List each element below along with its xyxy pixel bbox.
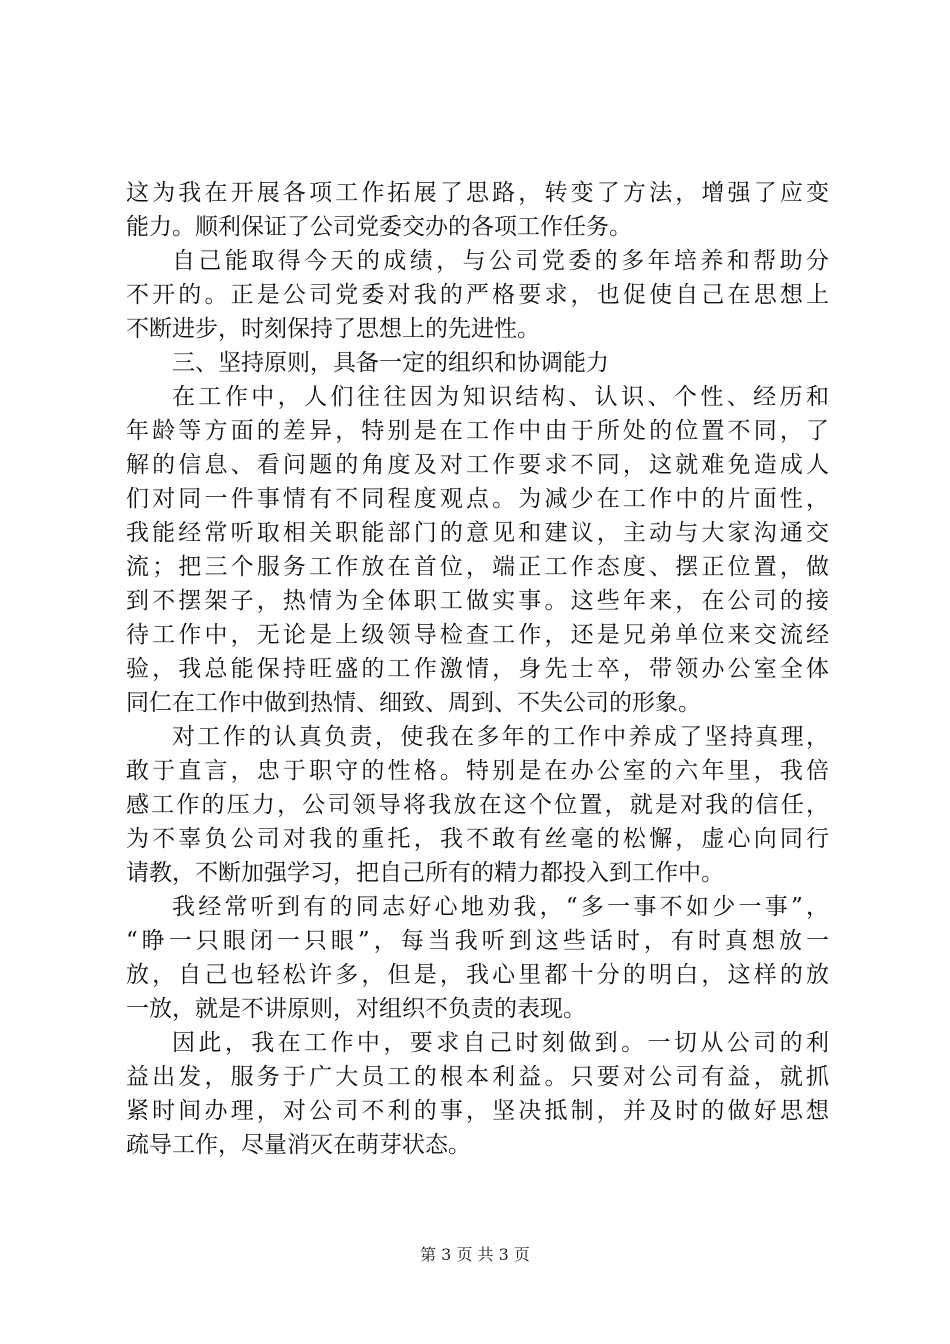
- text-line: 放，自己也轻松许多，但是，我心里都十分的明白，这样的放: [126, 962, 829, 988]
- text-line: 们对同一件事情有不同程度观点。为减少在工作中的片面性，: [126, 486, 829, 512]
- text-line: 这为我在开展各项工作拓展了思路，转变了方法，增强了应变: [126, 180, 829, 206]
- text-line: 流；把三个服务工作放在首位，端正工作态度、摆正位置，做: [126, 554, 829, 580]
- text-line: 一放，就是不讲原则，对组织不负责的表现。: [126, 996, 586, 1022]
- text-line: 请教，不断加强学习，把自己所有的精力都投入到工作中。: [126, 860, 724, 886]
- text-line: 验，我总能保持旺盛的工作激情，身先士卒，带领办公室全体: [126, 656, 829, 682]
- text-line: 我经常听到有的同志好心地劝我，“多一事不如少一事”，: [172, 894, 829, 920]
- text-line: 同仁在工作中做到热情、细致、周到、不失公司的形象。: [126, 690, 701, 716]
- text-line: 解的信息、看问题的角度及对工作要求不同，这就难免造成人: [126, 452, 829, 478]
- body-text: [126, 176, 829, 1162]
- text-line: 年龄等方面的差异，特别是在工作中由于所处的位置不同，了: [126, 418, 829, 444]
- section-heading: 三、坚持原则，具备一定的组织和协调能力: [172, 350, 609, 376]
- page-number-footer: 第 3 页 共 3 页: [420, 1245, 530, 1264]
- text-line: 我能经常听取相关职能部门的意见和建议，主动与大家沟通交: [126, 520, 829, 546]
- text-line: 感工作的压力，公司领导将我放在这个位置，就是对我的信任，: [126, 792, 829, 818]
- text-line: 疏导工作，尽量消灭在萌芽状态。: [126, 1132, 471, 1158]
- text-line: 对工作的认真负责，使我在多年的工作中养成了坚持真理，: [172, 724, 829, 750]
- text-line: “睁一只眼闭一只眼”，每当我听到这些话时，有时真想放一: [126, 928, 829, 954]
- text-line: 不开的。正是公司党委对我的严格要求，也促使自己在思想上: [126, 282, 829, 308]
- text-line: 敢于直言，忠于职守的性格。特别是在办公室的六年里，我倍: [126, 758, 829, 784]
- text-line: 能力。顺利保证了公司党委交办的各项工作任务。: [126, 214, 632, 240]
- text-line: 在工作中，人们往往因为知识结构、认识、个性、经历和: [172, 384, 829, 410]
- text-line: 到不摆架子，热情为全体职工做实事。这些年来，在公司的接: [126, 588, 829, 614]
- text-line: 为不辜负公司对我的重托，我不敢有丝毫的松懈，虚心向同行: [126, 826, 829, 852]
- text-line: 因此，我在工作中，要求自己时刻做到。一切从公司的利: [172, 1030, 829, 1056]
- text-line: 益出发，服务于广大员工的根本利益。只要对公司有益，就抓: [126, 1064, 829, 1090]
- text-line: 不断进步，时刻保持了思想上的先进性。: [126, 316, 540, 342]
- text-line: 待工作中，无论是上级领导检查工作，还是兄弟单位来交流经: [126, 622, 829, 648]
- text-line: 紧时间办理，对公司不利的事，坚决抵制，并及时的做好思想: [126, 1098, 829, 1124]
- text-line: 自己能取得今天的成绩，与公司党委的多年培养和帮助分: [172, 248, 829, 274]
